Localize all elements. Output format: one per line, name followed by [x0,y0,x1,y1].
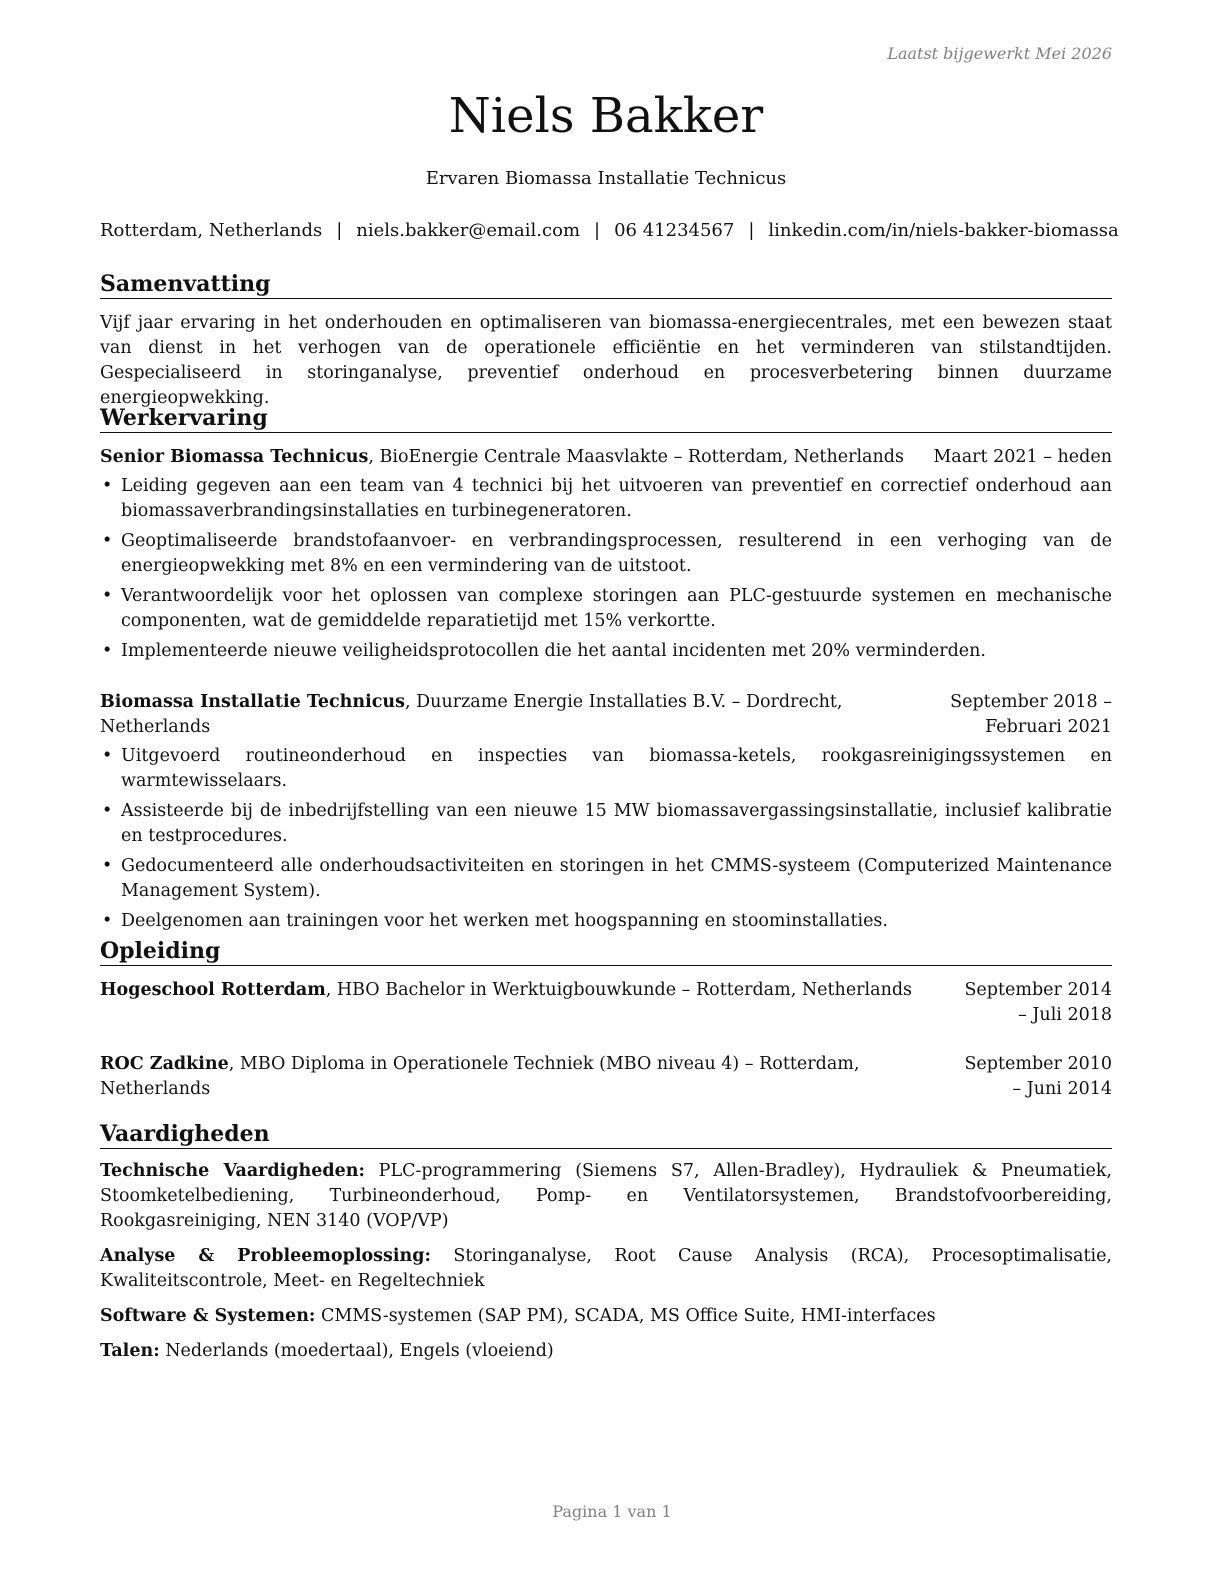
job-bullet: • Verantwoordelijk voor het oplossen van complexe storingen aan PLC-gestuurde systemen en mechanische componenten, wat de gemiddelde reparatietijd met 15% verkortte. [100,584,1112,634]
contact-separator: | [336,220,343,241]
job-entry [100,690,1112,934]
section-title: Werkervaring [100,404,1112,433]
summary-text: Vijf jaar ervaring in het onderhouden en optimaliseren van biomassa-energiecentrales, met een bewezen staat van dienst in het verhogen van de operationele efficiëntie en het verminderen van stilstandtijden. Gespecialiseerd in storinganalyse, preventief onderhoud en procesverbetering binnen duurzame energieopwekking. [100,313,1112,408]
job-role: Senior Biomassa Technicus [100,447,369,467]
education-dates: September 2014 – Juli 2018 [964,980,1112,1025]
education-entry [100,978,1112,1028]
candidate-name: Niels Bakker [448,88,764,144]
skill-text: PLC-programmering (Siemens S7, Allen-Bradley), Hydrauliek & Pneumatiek, Stoomketelbediening, Turbineonderhoud, Pomp- en Ventilatorsystemen, Brandstofvoorbereiding, Rookgasreiniging, NEN 3140 (VOP/VP) [100,1161,1112,1231]
job-role: Biomassa Installatie Technicus [100,692,406,712]
job-bullet: • Leiding gegeven aan een team van 4 technici bij het uitvoeren van preventief en correctief onderhoud aan biomassaverbrandingsinstallaties en turbinegeneratoren. [100,474,1112,524]
contact-email[interactable]: niels.bakker@email.com [356,220,581,241]
education-details: , MBO Diploma in Operationele Techniek (MBO niveau 4) – Rotterdam, Netherlands [100,1054,860,1099]
job-details: , BioEnergie Centrale Maasvlakte – Rotterdam, Netherlands [368,447,904,467]
contact-separator: | [594,220,601,241]
section-title: Samenvatting [100,270,1112,299]
skill-line [100,1304,1112,1329]
education-school: Hogeschool Rotterdam [100,980,326,1000]
job-bullet: • Assisteerde bij de inbedrijfstelling van een nieuwe 15 MW biomassavergassingsinstallatie, inclusief kalibratie en testprocedures. [100,799,1112,849]
job-entry [100,445,1112,664]
job-dates: September 2018 – Februari 2021 [950,692,1112,737]
contact-linkedin[interactable]: linkedin.com/in/niels-bakker-biomassa [768,220,1119,241]
skill-line [100,1244,1112,1294]
skills-section [100,1120,1112,1364]
skill-label: Technische Vaardigheden: [100,1161,365,1181]
experience-section [100,404,1112,939]
job-details: , Duurzame Energie Installaties B.V. – Dordrecht, Netherlands [100,692,843,737]
skill-text: Nederlands (moedertaal), Engels (vloeiend) [159,1341,554,1361]
job-bullets [100,474,1112,664]
education-dates: September 2010 – Juni 2014 [964,1054,1112,1099]
skill-label: Talen: [100,1341,160,1361]
section-title: Opleiding [100,937,1112,966]
summary-section [100,270,1112,411]
skill-text: CMMS-systemen (SAP PM), SCADA, MS Office Suite, HMI-interfaces [315,1306,936,1326]
education-school: ROC Zadkine [100,1054,229,1074]
job-bullet: • Geoptimaliseerde brandstofaanvoer- en verbrandingsprocessen, resulterend in een verhoging van de energieopwekking met 8% en een vermindering van de uitstoot. [100,529,1112,579]
skill-label: Software & Systemen: [100,1306,316,1326]
section-title: Vaardigheden [100,1120,1112,1149]
skill-line [100,1159,1112,1234]
job-header [100,445,1112,470]
last-updated: Laatst bijgewerkt Mei 2026 [887,44,1112,63]
contact-line [100,219,1119,243]
contact-separator: | [748,220,755,241]
skill-text: Storinganalyse, Root Cause Analysis (RCA), Procesoptimalisatie, Kwaliteitscontrole, Meet- en Regeltechniek [100,1246,1112,1291]
page-footer: Pagina 1 van 1 [552,1502,672,1521]
education-details: , HBO Bachelor in Werktuigbouwkunde – Rotterdam, Netherlands [325,980,913,1000]
job-bullet: • Gedocumenteerd alle onderhoudsactiviteiten en storingen in het CMMS-systeem (Computerized Maintenance Management System). [100,854,1112,904]
candidate-headline: Ervaren Biomassa Installatie Technicus [425,168,787,189]
job-header [100,690,1112,740]
contact-location: Rotterdam, Netherlands [100,220,323,241]
job-bullet: • Implementeerde nieuwe veiligheidsprotocollen die het aantal incidenten met 20% verminderden. [100,639,1112,664]
education-section [100,937,1112,1102]
skill-label: Analyse & Probleemoplossing: [100,1246,431,1266]
job-bullets [100,744,1112,934]
job-dates: Maart 2021 – heden [933,447,1112,467]
education-entry [100,1052,1112,1102]
contact-phone: 06 41234567 [614,220,735,241]
job-bullet: • Deelgenomen aan trainingen voor het werken met hoogspanning en stoominstallaties. [100,909,1112,934]
job-bullet: • Uitgevoerd routineonderhoud en inspecties van biomassa-ketels, rookgasreinigingssystemen en warmtewisselaars. [100,744,1112,794]
skill-line [100,1339,1112,1364]
